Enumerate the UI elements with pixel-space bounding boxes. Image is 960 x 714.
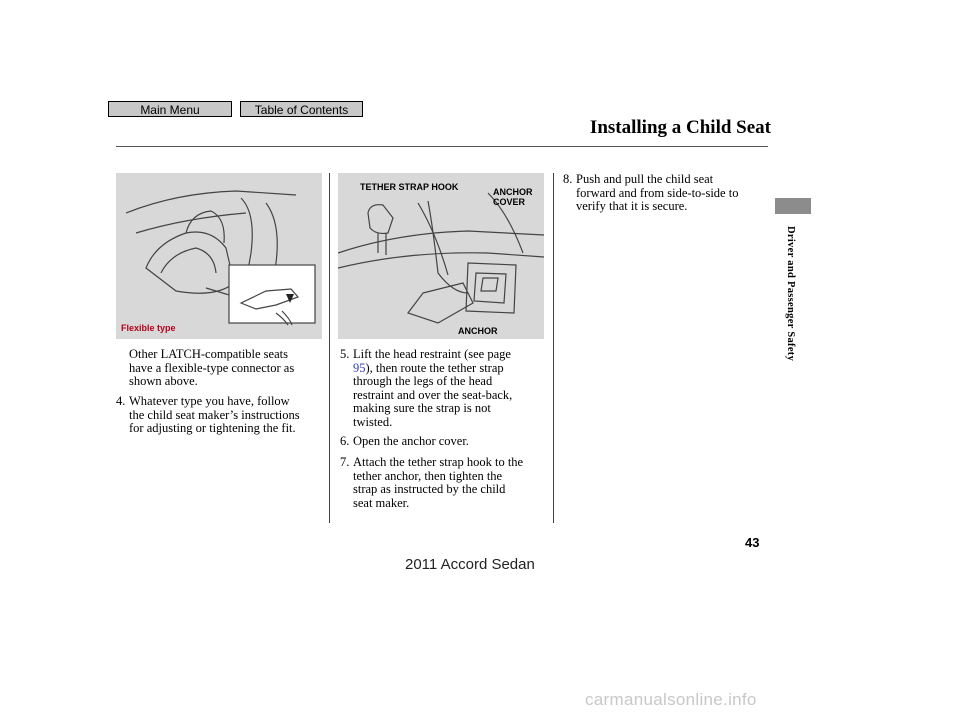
column-divider-2 xyxy=(553,173,554,523)
step-5-line-5: making sure the strap is not xyxy=(353,401,491,415)
section-tab-marker xyxy=(775,198,811,214)
column-divider-1 xyxy=(329,173,330,523)
table-of-contents-button[interactable]: Table of Contents xyxy=(240,101,363,117)
step-5-line-6: twisted. xyxy=(353,414,393,429)
step-4 xyxy=(116,395,326,455)
label-anchor-cover-line1: ANCHOR xyxy=(493,187,533,197)
step-number: 5. xyxy=(340,347,350,361)
step-7-line-1: Attach the tether strap hook to the xyxy=(353,455,524,469)
step-4-line-1: Whatever type you have, follow xyxy=(129,394,290,408)
step-8-line-3: verify that it is secure. xyxy=(576,199,688,213)
step-8 xyxy=(563,173,768,218)
title-divider xyxy=(116,146,768,147)
intro-line-3: shown above. xyxy=(129,374,198,388)
step-number: 4. xyxy=(116,394,126,408)
footer-model-name: 2011 Accord Sedan xyxy=(405,556,535,573)
page-title: Installing a Child Seat xyxy=(589,117,771,138)
figure-label-flexible-type: Flexible type xyxy=(121,323,176,333)
step-5-line-3: through the legs of the head xyxy=(353,374,493,388)
step-7 xyxy=(340,456,550,516)
main-menu-button[interactable]: Main Menu xyxy=(108,101,232,117)
label-anchor-cover-line2: COVER xyxy=(493,197,526,207)
step-4-line-3: for adjusting or tightening the fit. xyxy=(129,421,296,435)
step-5 xyxy=(340,348,550,448)
step-7-line-2: tether anchor, then tighten the xyxy=(353,468,503,483)
step-8-line-1: Push and pull the child seat xyxy=(576,172,714,186)
intro-line-2: have a flexible-type connector as xyxy=(129,360,295,375)
step-number: 8. xyxy=(563,172,573,186)
step-6-text: Open the anchor cover. xyxy=(353,434,469,448)
label-tether-strap-hook: TETHER STRAP HOOK xyxy=(360,182,459,192)
step-8-line-2: forward and from side-to-side to xyxy=(576,185,739,200)
step-5-line-1: Lift the head restraint (see page xyxy=(353,347,511,361)
step-number: 7. xyxy=(340,455,350,469)
section-label: Driver and Passenger Safety xyxy=(785,226,796,362)
step-5-line-4: restraint and over the seat-back, xyxy=(353,387,513,402)
flexible-connector-illustration xyxy=(116,173,322,339)
label-anchor: ANCHOR xyxy=(458,326,498,336)
watermark: carmanualsonline.info xyxy=(585,690,757,709)
figure-flexible-type xyxy=(116,173,322,339)
figure-tether-anchor xyxy=(338,173,544,339)
page-95-link[interactable]: 95 xyxy=(353,360,366,375)
intro-line-1: Other LATCH-compatible seats xyxy=(129,347,288,361)
step-7-line-4: seat maker. xyxy=(353,495,410,510)
page-number: 43 xyxy=(745,535,760,550)
step-7-line-3: strap as instructed by the child xyxy=(353,482,506,496)
step-4-line-2: the child seat maker’s instructions xyxy=(129,407,300,422)
step-6 xyxy=(340,435,550,451)
step-number: 6. xyxy=(340,434,350,448)
step-5-line-2: ), then route the tether strap xyxy=(365,360,504,375)
